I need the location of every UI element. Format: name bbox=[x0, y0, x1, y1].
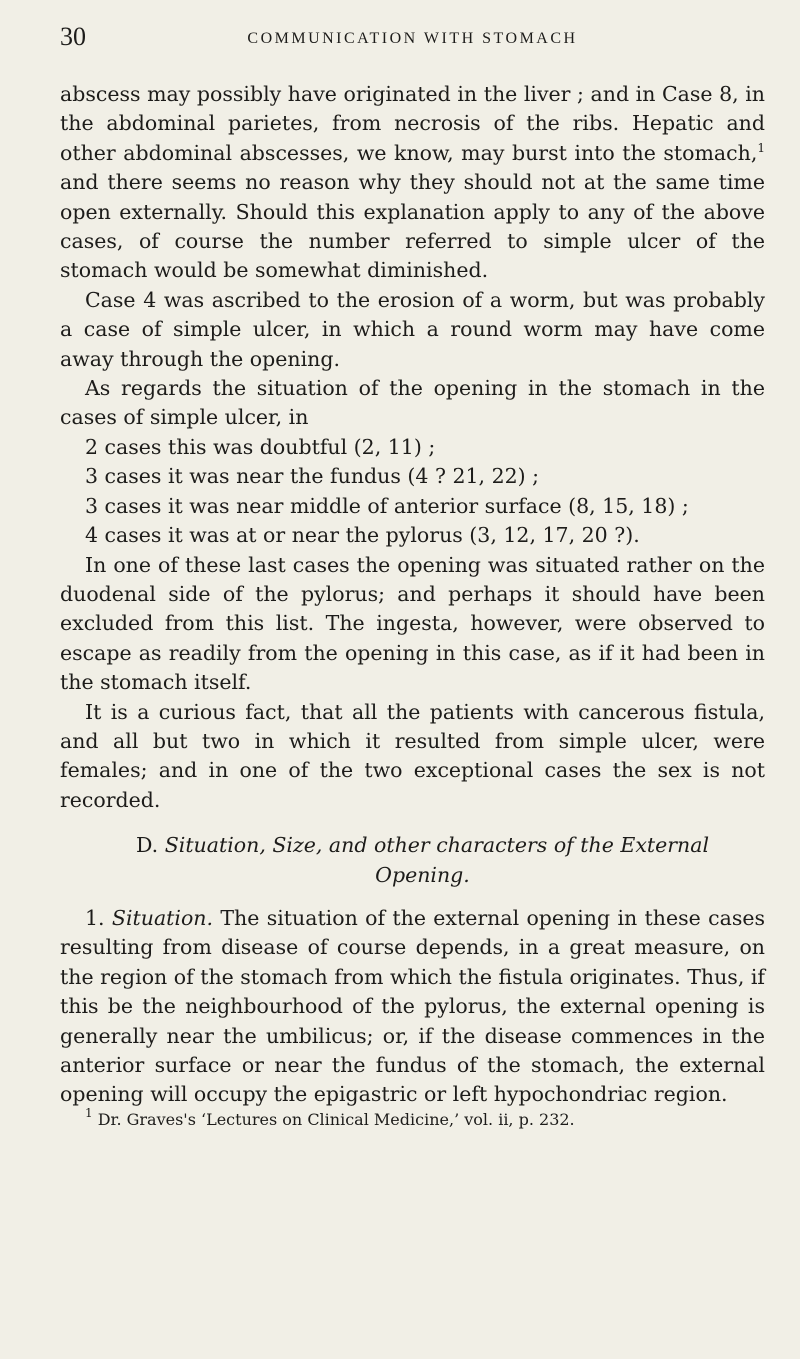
section-letter: D. bbox=[135, 833, 159, 858]
list-item: 3 cases it was near middle of anterior surface (8, 15, 18) ; bbox=[85, 493, 689, 518]
paragraph-4: In one of these last cases the opening was situated rather on the duodenal side of the pylorus; and perhaps it should have been excluded from this list. The ingesta, however, were observed to escape as readily from the opening in this case, as if it had been in the stomach itself. bbox=[60, 552, 765, 695]
footnote-number: 1 bbox=[85, 1105, 93, 1120]
subsection-number: 1. bbox=[85, 905, 105, 930]
footnote-marker: 1 bbox=[757, 140, 765, 155]
list-item: 3 cases it was near the fundus (4 ? 21, 22) ; bbox=[85, 464, 540, 489]
body-text bbox=[60, 80, 765, 1130]
page-number: 30 bbox=[60, 22, 86, 51]
paragraph-1: abscess may possibly have originated in the liver ; and in Case 8, in the abdominal parietes, from necrosis of the ribs. Hepatic and other abdominal abscesses, we know, may burst into the stomach,$^1$ and there seems no reason why they should not at the same time open externally. Should this explanation apply to any of the above cases, of course the number referred to simple ulcer of the stomach would be somewhat diminished. bbox=[60, 82, 765, 283]
paragraph-3: As regards the situation of the opening in the stomach in the cases of simple ulcer, in bbox=[60, 376, 765, 430]
list-item: 2 cases this was doubtful (2, 11) ; bbox=[85, 434, 436, 459]
book-page bbox=[60, 22, 765, 1130]
section-title-cont: Opening. bbox=[375, 862, 470, 887]
paragraph-5: It is a curious fact, that all the patients with cancerous fistula, and all but two in which it resulted from simple ulcer, were females; and in one of the two exceptional cases the sex is not recorded. bbox=[60, 699, 765, 812]
list-item: 4 cases it was at or near the pylorus (3, 12, 17, 20 ?). bbox=[85, 523, 640, 548]
page-header bbox=[60, 22, 765, 62]
section-heading bbox=[60, 831, 765, 890]
paragraph-2: Case 4 was ascribed to the erosion of a worm, but was probably a case of simple ulcer, in which a round worm may have come away through the opening. bbox=[60, 287, 765, 371]
subsection-title: Situation. bbox=[111, 905, 214, 930]
running-head: COMMUNICATION WITH STOMACH bbox=[247, 30, 578, 47]
footnote: $^1$ Dr. Graves's ‘Lectures on Clinical Medicine,’ vol. ii, p. 232. bbox=[85, 1105, 575, 1129]
section-title: Situation, Size, and other characters of the External bbox=[164, 833, 710, 858]
subsection-paragraph: 1. Situation. The situation of the external opening in these cases resulting from disease of course depends, in a great measure, on the region of the stomach from which the fistula originates. Thus, if this be the neighbourhood of the pylorus, the external opening is generally near the umbilicus; or, if the disease commences in the anterior surface or near the fundus of the stomach, the external opening will occupy the epigastric or left hypochondriac region. bbox=[60, 905, 765, 1107]
